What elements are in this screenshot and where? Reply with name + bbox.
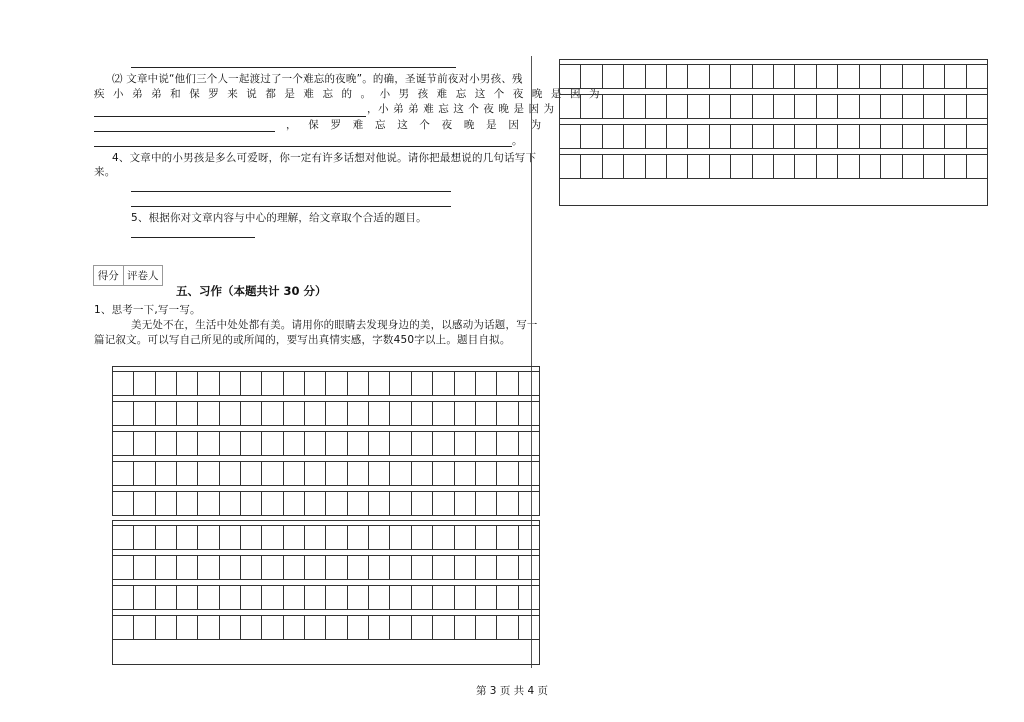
grid-cell[interactable] — [113, 616, 134, 639]
grid-cell[interactable] — [603, 65, 624, 88]
grid-cell[interactable] — [305, 616, 326, 639]
answer-blank-brother[interactable] — [94, 131, 275, 132]
grid-cell[interactable] — [476, 586, 497, 609]
grid-cell[interactable] — [903, 125, 924, 148]
grid-cell[interactable] — [412, 526, 433, 549]
grid-cell[interactable] — [305, 526, 326, 549]
grid-cell[interactable] — [262, 432, 283, 455]
answer-blank-boy[interactable] — [94, 116, 366, 117]
grid-cell[interactable] — [369, 432, 390, 455]
grid-cell[interactable] — [134, 372, 155, 395]
grid-cell[interactable] — [497, 372, 518, 395]
grid-cell[interactable] — [113, 462, 134, 485]
grid-cell[interactable] — [390, 372, 411, 395]
grid-cell[interactable] — [156, 586, 177, 609]
question-2-line1: ⑵ 文章中说“他们三个人一起渡过了一个难忘的夜晚”。的确，圣诞节前夜对小男孩、残 — [112, 73, 523, 85]
question-2-line4: ， 保 罗 难 忘 这 个 夜 晚 是 因 为 — [286, 119, 546, 131]
grid-cell[interactable] — [455, 556, 476, 579]
grid-row — [113, 525, 539, 550]
grid-cell[interactable] — [348, 432, 369, 455]
grid-cell[interactable] — [881, 125, 902, 148]
grid-cell[interactable] — [412, 372, 433, 395]
grid-cell[interactable] — [177, 402, 198, 425]
grid-cell[interactable] — [753, 155, 774, 178]
grid-cell[interactable] — [731, 65, 752, 88]
grid-cell[interactable] — [326, 492, 347, 515]
grid-cell[interactable] — [455, 462, 476, 485]
grid-cell[interactable] — [433, 372, 454, 395]
grid-cell[interactable] — [348, 526, 369, 549]
grid-cell[interactable] — [177, 372, 198, 395]
grid-cell[interactable] — [624, 95, 645, 118]
grid-cell[interactable] — [326, 526, 347, 549]
grid-cell[interactable] — [838, 95, 859, 118]
grid-cell[interactable] — [455, 526, 476, 549]
grid-cell[interactable] — [497, 432, 518, 455]
grid-cell[interactable] — [113, 526, 134, 549]
grid-cell[interactable] — [753, 125, 774, 148]
grid-cell[interactable] — [412, 586, 433, 609]
question-4-line1: 4、文章中的小男孩是多么可爱呀，你一定有许多话想对他说。请你把最想说的几句话写下 — [112, 152, 537, 164]
grid-cell[interactable] — [967, 65, 987, 88]
grid-cell[interactable] — [774, 65, 795, 88]
answer-line-4a[interactable] — [131, 191, 451, 192]
grid-cell[interactable] — [241, 586, 262, 609]
grid-cell[interactable] — [710, 155, 731, 178]
grid-cell[interactable] — [688, 95, 709, 118]
grid-cell[interactable] — [455, 492, 476, 515]
grid-cell[interactable] — [262, 402, 283, 425]
grid-cell[interactable] — [710, 125, 731, 148]
grid-cell[interactable] — [156, 616, 177, 639]
grid-cell[interactable] — [667, 95, 688, 118]
grid-cell[interactable] — [667, 125, 688, 148]
grid-cell[interactable] — [560, 125, 581, 148]
grid-cell[interactable] — [795, 95, 816, 118]
grid-cell[interactable] — [924, 155, 945, 178]
grid-cell[interactable] — [262, 462, 283, 485]
grid-cell[interactable] — [476, 492, 497, 515]
writing-grid-left-bottom[interactable] — [112, 520, 540, 665]
grid-cell[interactable] — [945, 125, 966, 148]
grid-cell[interactable] — [134, 492, 155, 515]
grid-cell[interactable] — [624, 125, 645, 148]
grid-cell[interactable] — [198, 586, 219, 609]
grid-row — [113, 555, 539, 580]
grid-cell[interactable] — [348, 616, 369, 639]
grid-cell[interactable] — [433, 492, 454, 515]
grid-cell[interactable] — [241, 432, 262, 455]
grid-cell[interactable] — [412, 432, 433, 455]
grid-cell[interactable] — [795, 155, 816, 178]
grid-cell[interactable] — [177, 432, 198, 455]
grid-row — [560, 124, 987, 149]
grid-cell[interactable] — [455, 616, 476, 639]
grid-cell[interactable] — [241, 616, 262, 639]
grid-cell[interactable] — [433, 462, 454, 485]
grid-cell[interactable] — [476, 372, 497, 395]
grid-cell[interactable] — [603, 125, 624, 148]
grid-cell[interactable] — [305, 432, 326, 455]
grid-cell[interactable] — [156, 372, 177, 395]
grid-cell[interactable] — [305, 492, 326, 515]
grid-row — [113, 461, 539, 486]
grid-cell[interactable] — [624, 155, 645, 178]
question-4-line2: 来。 — [94, 166, 116, 178]
grid-cell[interactable] — [646, 155, 667, 178]
grid-cell[interactable] — [519, 492, 539, 515]
writing-grid-right[interactable] — [559, 59, 988, 206]
grid-cell[interactable] — [945, 155, 966, 178]
grid-row — [560, 154, 987, 179]
grid-cell[interactable] — [369, 372, 390, 395]
grid-cell[interactable] — [774, 95, 795, 118]
grid-cell[interactable] — [113, 372, 134, 395]
grid-cell[interactable] — [710, 95, 731, 118]
grid-cell[interactable] — [795, 125, 816, 148]
grid-cell[interactable] — [667, 155, 688, 178]
grid-cell[interactable] — [198, 402, 219, 425]
grid-row — [113, 401, 539, 426]
grid-cell[interactable] — [497, 556, 518, 579]
grid-cell[interactable] — [519, 586, 539, 609]
grid-cell[interactable] — [220, 432, 241, 455]
grid-cell[interactable] — [134, 462, 155, 485]
grid-cell[interactable] — [220, 492, 241, 515]
grid-cell[interactable] — [284, 526, 305, 549]
grid-cell[interactable] — [177, 492, 198, 515]
grid-cell[interactable] — [497, 616, 518, 639]
answer-line-5[interactable] — [131, 237, 255, 238]
grid-cell[interactable] — [581, 155, 602, 178]
grid-cell[interactable] — [284, 492, 305, 515]
grid-cell[interactable] — [497, 586, 518, 609]
grid-cell[interactable] — [903, 65, 924, 88]
grid-cell[interactable] — [774, 155, 795, 178]
grid-cell[interactable] — [390, 586, 411, 609]
grid-cell[interactable] — [113, 556, 134, 579]
grid-cell[interactable] — [945, 65, 966, 88]
grid-cell[interactable] — [284, 462, 305, 485]
grid-cell[interactable] — [305, 556, 326, 579]
grid-cell[interactable] — [134, 586, 155, 609]
grid-cell[interactable] — [262, 526, 283, 549]
grid-cell[interactable] — [476, 616, 497, 639]
grid-cell[interactable] — [412, 402, 433, 425]
grid-cell[interactable] — [390, 462, 411, 485]
grid-cell[interactable] — [455, 372, 476, 395]
score-box — [93, 265, 163, 286]
grid-cell[interactable] — [326, 556, 347, 579]
grid-cell[interactable] — [369, 492, 390, 515]
grid-cell[interactable] — [220, 586, 241, 609]
grid-cell[interactable] — [860, 125, 881, 148]
grid-cell[interactable] — [476, 526, 497, 549]
grid-cell[interactable] — [156, 432, 177, 455]
grid-cell[interactable] — [156, 556, 177, 579]
grid-cell[interactable] — [795, 65, 816, 88]
grid-cell[interactable] — [433, 556, 454, 579]
grid-cell[interactable] — [241, 372, 262, 395]
grid-cell[interactable] — [688, 155, 709, 178]
grid-cell[interactable] — [476, 556, 497, 579]
grid-cell[interactable] — [177, 526, 198, 549]
grid-cell[interactable] — [624, 65, 645, 88]
grid-cell[interactable] — [326, 402, 347, 425]
grid-cell[interactable] — [326, 462, 347, 485]
grader-label: 评卷人 — [127, 270, 159, 282]
score-label: 得分 — [94, 266, 124, 285]
grid-cell[interactable] — [369, 586, 390, 609]
question-2-line3: ，小 弟 弟 难 忘 这 个 夜 晚 是 因 为 — [367, 103, 555, 115]
grid-cell[interactable] — [262, 556, 283, 579]
grid-cell[interactable] — [924, 65, 945, 88]
grid-cell[interactable] — [519, 526, 539, 549]
grid-cell[interactable] — [134, 526, 155, 549]
grid-row — [113, 371, 539, 396]
grid-cell[interactable] — [326, 616, 347, 639]
grid-cell[interactable] — [881, 65, 902, 88]
grid-cell[interactable] — [284, 372, 305, 395]
grid-cell[interactable] — [390, 432, 411, 455]
grid-cell[interactable] — [817, 155, 838, 178]
grid-cell[interactable] — [348, 402, 369, 425]
grid-cell[interactable] — [284, 616, 305, 639]
grid-cell[interactable] — [497, 526, 518, 549]
grid-cell[interactable] — [945, 95, 966, 118]
grid-cell[interactable] — [348, 556, 369, 579]
grid-cell[interactable] — [134, 616, 155, 639]
grid-cell[interactable] — [348, 372, 369, 395]
grid-row — [113, 585, 539, 610]
grid-row — [560, 94, 987, 119]
grid-cell[interactable] — [220, 462, 241, 485]
grid-cell[interactable] — [134, 402, 155, 425]
grid-cell[interactable] — [284, 586, 305, 609]
grid-cell[interactable] — [134, 556, 155, 579]
grid-cell[interactable] — [241, 402, 262, 425]
grid-cell[interactable] — [241, 492, 262, 515]
grid-cell[interactable] — [369, 402, 390, 425]
grid-cell[interactable] — [497, 462, 518, 485]
writing-prompt-line1: 美无处不在，生活中处处都有美。请用你的眼睛去发现身边的美，以感动为话题，写一 — [131, 319, 538, 331]
grid-cell[interactable] — [113, 492, 134, 515]
grid-cell[interactable] — [817, 95, 838, 118]
grid-cell[interactable] — [838, 125, 859, 148]
grid-cell[interactable] — [903, 95, 924, 118]
grid-cell[interactable] — [860, 65, 881, 88]
grid-cell[interactable] — [412, 462, 433, 485]
grid-cell[interactable] — [284, 402, 305, 425]
grid-cell[interactable] — [390, 526, 411, 549]
grid-cell[interactable] — [177, 556, 198, 579]
grid-cell[interactable] — [753, 65, 774, 88]
grid-cell[interactable] — [241, 462, 262, 485]
question-5: 5、根据你对文章内容与中心的理解，给文章取个合适的题目。 — [131, 212, 427, 224]
grid-cell[interactable] — [369, 616, 390, 639]
grid-cell[interactable] — [731, 95, 752, 118]
page-number: 第 3 页 共 4 页 — [475, 685, 549, 697]
grid-cell[interactable] — [156, 402, 177, 425]
grid-cell[interactable] — [326, 372, 347, 395]
grid-cell[interactable] — [753, 95, 774, 118]
grid-cell[interactable] — [220, 526, 241, 549]
grid-cell[interactable] — [198, 616, 219, 639]
grid-cell[interactable] — [519, 616, 539, 639]
grid-cell[interactable] — [603, 155, 624, 178]
question-2-period: 。 — [512, 135, 523, 147]
grid-cell[interactable] — [369, 462, 390, 485]
grid-cell[interactable] — [817, 125, 838, 148]
grid-cell[interactable] — [284, 556, 305, 579]
grid-cell[interactable] — [731, 125, 752, 148]
grid-cell[interactable] — [305, 372, 326, 395]
grid-cell[interactable] — [581, 95, 602, 118]
grid-cell[interactable] — [134, 432, 155, 455]
grid-cell[interactable] — [262, 372, 283, 395]
answer-line-4b[interactable] — [131, 206, 451, 207]
grid-cell[interactable] — [774, 125, 795, 148]
grid-cell[interactable] — [667, 65, 688, 88]
grid-cell[interactable] — [305, 462, 326, 485]
grid-cell[interactable] — [519, 402, 539, 425]
grid-cell[interactable] — [646, 125, 667, 148]
grid-cell[interactable] — [519, 372, 539, 395]
grid-cell[interactable] — [262, 586, 283, 609]
writing-question-label: 1、思考一下,写一写。 — [94, 304, 201, 316]
grid-cell[interactable] — [241, 526, 262, 549]
grid-cell[interactable] — [326, 586, 347, 609]
grid-cell[interactable] — [881, 155, 902, 178]
grid-cell[interactable] — [924, 95, 945, 118]
grid-cell[interactable] — [369, 526, 390, 549]
grid-cell[interactable] — [581, 125, 602, 148]
grid-cell[interactable] — [156, 492, 177, 515]
answer-blank-paul[interactable] — [94, 146, 512, 147]
grid-cell[interactable] — [177, 462, 198, 485]
grid-cell[interactable] — [967, 125, 987, 148]
grid-cell[interactable] — [156, 462, 177, 485]
writing-prompt-line2: 篇记叙文。可以写自己所见的或所闻的，要写出真情实感，字数450字以上。题目自拟。 — [94, 334, 511, 346]
grid-row — [113, 431, 539, 456]
grid-cell[interactable] — [305, 586, 326, 609]
grid-cell[interactable] — [476, 432, 497, 455]
grid-cell[interactable] — [560, 65, 581, 88]
grid-cell[interactable] — [560, 95, 581, 118]
grid-cell[interactable] — [903, 155, 924, 178]
grid-cell[interactable] — [177, 586, 198, 609]
grid-cell[interactable] — [838, 155, 859, 178]
grid-cell[interactable] — [646, 65, 667, 88]
grid-cell[interactable] — [967, 95, 987, 118]
grid-cell[interactable] — [433, 526, 454, 549]
grid-cell[interactable] — [220, 372, 241, 395]
grid-cell[interactable] — [455, 402, 476, 425]
grid-cell[interactable] — [198, 556, 219, 579]
question-2-line2: 疾 小 弟 弟 和 保 罗 来 说 都 是 难 忘 的 。 小 男 孩 难 忘 这 个 夜 晚 是 因 为 — [94, 88, 603, 100]
grid-cell[interactable] — [262, 492, 283, 515]
grid-cell[interactable] — [305, 402, 326, 425]
grid-cell[interactable] — [433, 586, 454, 609]
grid-row — [560, 64, 987, 89]
grid-cell[interactable] — [412, 492, 433, 515]
grid-cell[interactable] — [497, 402, 518, 425]
grid-row — [113, 615, 539, 640]
grid-cell[interactable] — [455, 586, 476, 609]
grid-cell[interactable] — [519, 432, 539, 455]
grid-cell[interactable] — [731, 155, 752, 178]
grid-cell[interactable] — [177, 616, 198, 639]
grid-cell[interactable] — [348, 462, 369, 485]
grid-cell[interactable] — [838, 65, 859, 88]
grid-cell[interactable] — [646, 95, 667, 118]
grid-cell[interactable] — [390, 616, 411, 639]
grid-cell[interactable] — [220, 556, 241, 579]
grid-cell[interactable] — [113, 586, 134, 609]
grid-cell[interactable] — [348, 492, 369, 515]
grid-cell[interactable] — [156, 526, 177, 549]
grid-cell[interactable] — [220, 402, 241, 425]
grid-cell[interactable] — [412, 556, 433, 579]
grid-cell[interactable] — [348, 586, 369, 609]
grid-cell[interactable] — [967, 155, 987, 178]
grid-cell[interactable] — [860, 155, 881, 178]
grid-cell[interactable] — [198, 372, 219, 395]
grid-cell[interactable] — [497, 492, 518, 515]
grid-cell[interactable] — [220, 616, 241, 639]
grid-cell[interactable] — [198, 492, 219, 515]
grid-cell[interactable] — [198, 462, 219, 485]
grid-cell[interactable] — [241, 556, 262, 579]
grid-cell[interactable] — [688, 125, 709, 148]
grid-cell[interactable] — [433, 402, 454, 425]
grid-cell[interactable] — [881, 95, 902, 118]
grid-cell[interactable] — [581, 65, 602, 88]
grid-cell[interactable] — [198, 526, 219, 549]
grid-cell[interactable] — [603, 95, 624, 118]
grid-cell[interactable] — [433, 432, 454, 455]
grid-cell[interactable] — [476, 402, 497, 425]
grid-cell[interactable] — [433, 616, 454, 639]
grid-cell[interactable] — [390, 402, 411, 425]
grid-cell[interactable] — [198, 432, 219, 455]
grid-cell[interactable] — [284, 432, 305, 455]
grid-cell[interactable] — [369, 556, 390, 579]
grid-cell[interactable] — [455, 432, 476, 455]
grid-cell[interactable] — [390, 492, 411, 515]
grid-cell[interactable] — [860, 95, 881, 118]
grid-cell[interactable] — [390, 556, 411, 579]
grid-row — [113, 491, 539, 516]
grid-cell[interactable] — [262, 616, 283, 639]
grid-cell[interactable] — [113, 402, 134, 425]
grid-cell[interactable] — [710, 65, 731, 88]
grid-cell[interactable] — [924, 125, 945, 148]
grid-cell[interactable] — [688, 65, 709, 88]
grid-cell[interactable] — [560, 155, 581, 178]
grid-cell[interactable] — [519, 556, 539, 579]
grid-cell[interactable] — [113, 432, 134, 455]
section-title: 五、习作（本题共计 30 分） — [176, 284, 327, 298]
grid-cell[interactable] — [476, 462, 497, 485]
answer-line[interactable] — [131, 67, 456, 68]
grid-cell[interactable] — [817, 65, 838, 88]
grid-cell[interactable] — [412, 616, 433, 639]
grid-cell[interactable] — [326, 432, 347, 455]
grid-cell[interactable] — [519, 462, 539, 485]
writing-grid-left-top[interactable] — [112, 366, 540, 516]
